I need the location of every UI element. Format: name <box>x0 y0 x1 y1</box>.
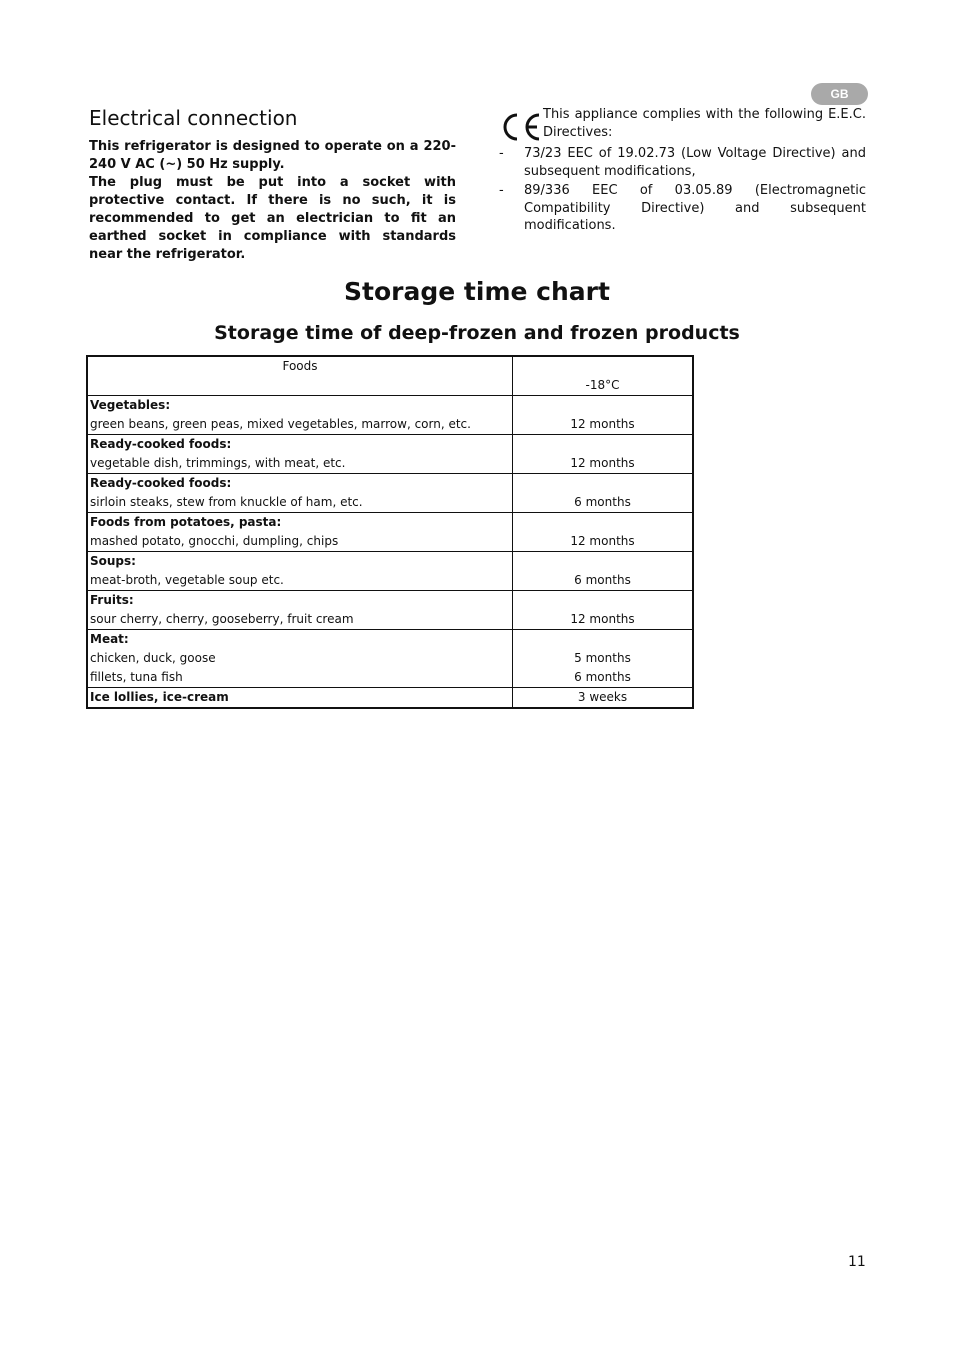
storage-time: 12 months <box>513 610 694 630</box>
storage-time: 6 months <box>513 668 694 688</box>
storage-time: 6 months <box>513 571 694 591</box>
directive-item <box>498 182 866 235</box>
empty-cell <box>513 396 694 416</box>
storage-time-table <box>86 355 694 709</box>
table-row <box>87 610 693 630</box>
header-temperature: -18°C <box>513 376 694 396</box>
food-description: mashed potato, gnocchi, dumpling, chips <box>87 532 513 552</box>
ce-mark-icon <box>501 111 543 143</box>
list-dash: - <box>499 146 504 161</box>
category-label: Ready-cooked foods: <box>87 474 513 494</box>
storage-time: 6 months <box>513 493 694 513</box>
storage-time: 12 months <box>513 454 694 474</box>
category-label: Foods from potatoes, pasta: <box>87 513 513 533</box>
compliance-intro: This appliance complies with the following E.E.C. Directives: <box>543 107 866 140</box>
compliance-section <box>498 106 866 237</box>
empty-cell <box>513 591 694 611</box>
food-description: sour cherry, cherry, gooseberry, fruit cream <box>87 610 513 630</box>
table-header-row <box>87 376 693 396</box>
language-badge: GB <box>811 83 868 105</box>
table-row <box>87 630 693 650</box>
table-row <box>87 454 693 474</box>
storage-time: 12 months <box>513 532 694 552</box>
food-description: green beans, green peas, mixed vegetables, marrow, corn, etc. <box>87 415 513 435</box>
table-row <box>87 532 693 552</box>
storage-time: 12 months <box>513 415 694 435</box>
category-label: Soups: <box>87 552 513 572</box>
directive-text: 73/23 EEC of 19.02.73 (Low Voltage Directive) and subsequent modifications, <box>524 146 866 179</box>
category-label: Fruits: <box>87 591 513 611</box>
table-row <box>87 668 693 688</box>
category-label: Meat: <box>87 630 513 650</box>
empty-cell <box>513 513 694 533</box>
electrical-paragraph-plug: The plug must be put into a socket with protective contact. If there is no such, it is recommended to get an electrician to fit an earthed socket in compliance with standards near the refrigerator. <box>89 175 456 262</box>
table-row <box>87 513 693 533</box>
empty-cell <box>513 552 694 572</box>
empty-cell <box>513 435 694 455</box>
table-row <box>87 396 693 416</box>
category-label: Vegetables: <box>87 396 513 416</box>
table-row <box>87 415 693 435</box>
food-description: meat-broth, vegetable soup etc. <box>87 571 513 591</box>
storage-time: 3 weeks <box>577 690 628 704</box>
empty-cell <box>513 630 694 650</box>
page-title: Storage time chart <box>344 277 610 306</box>
electrical-connection-section <box>89 106 456 264</box>
food-description: vegetable dish, trimmings, with meat, etc. <box>87 454 513 474</box>
directive-item <box>498 145 866 180</box>
table-row <box>87 591 693 611</box>
section-title-electrical: Electrical connection <box>89 106 298 130</box>
table-row <box>87 571 693 591</box>
storage-time: 5 months <box>574 651 631 665</box>
table-header-row <box>87 356 693 376</box>
table-row <box>87 474 693 494</box>
chart-subtitle: Storage time of deep-frozen and frozen products <box>214 322 740 344</box>
header-foods-spacer <box>87 376 513 396</box>
food-description: chicken, duck, goose <box>87 649 513 668</box>
table-row <box>87 493 693 513</box>
food-description: sirloin steaks, stew from knuckle of ham, etc. <box>87 493 513 513</box>
category-label: Ice lollies, ice-cream <box>87 688 513 709</box>
header-temperature-spacer <box>513 356 694 376</box>
electrical-paragraph-supply: This refrigerator is designed to operate on a 220-240 V AC (~) 50 Hz supply. <box>89 139 456 172</box>
list-dash: - <box>499 183 504 198</box>
empty-cell <box>513 474 694 494</box>
table-row <box>87 435 693 455</box>
category-label: Ready-cooked foods: <box>87 435 513 455</box>
directive-text: 89/336 EEC of 03.05.89 (Electromagnetic Compatibility Directive) and subsequent modifications. <box>524 183 866 233</box>
header-foods: Foods <box>87 356 513 376</box>
food-description: fillets, tuna fish <box>87 668 513 688</box>
table-row <box>87 649 693 668</box>
page-number: 11 <box>848 1254 866 1270</box>
table-row <box>87 688 693 709</box>
table-row <box>87 552 693 572</box>
